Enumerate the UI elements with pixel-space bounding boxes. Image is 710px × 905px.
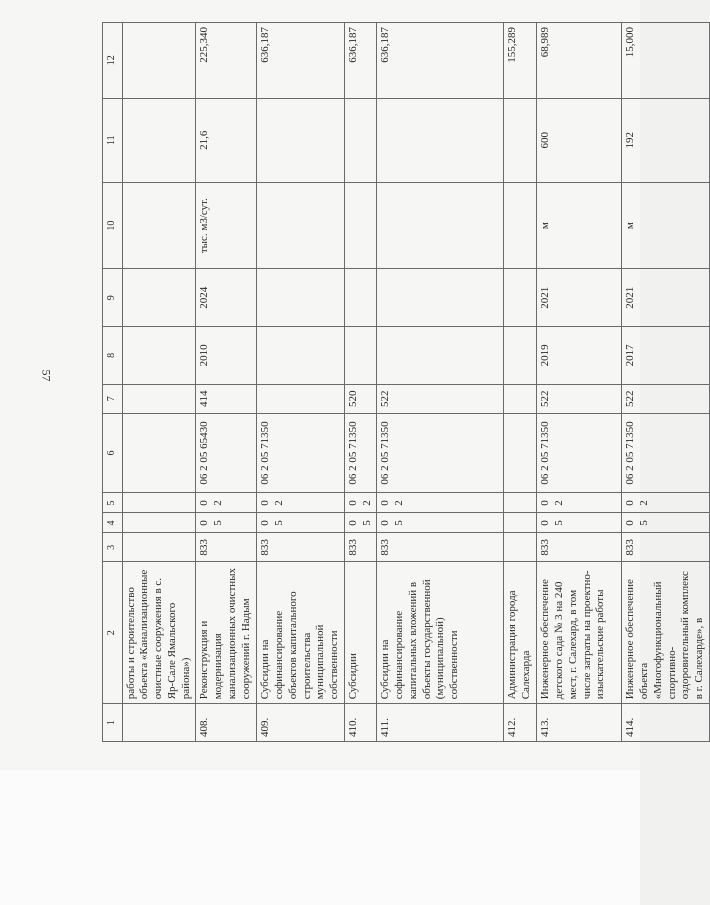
cell-col9 bbox=[344, 269, 377, 327]
cell-col11 bbox=[377, 98, 504, 182]
row-name: Инженерное обеспечение детского сада № 3 на 240 мест, г. Салехард, в том числе затраты на проектно-изыскательские работы bbox=[537, 562, 622, 704]
cell-col8: 2010 bbox=[196, 327, 257, 385]
cell-col11 bbox=[344, 98, 377, 182]
table-row bbox=[344, 23, 377, 742]
table-header-row bbox=[103, 23, 123, 742]
blank-area bbox=[0, 770, 640, 905]
cell-col9 bbox=[257, 269, 345, 327]
header-cell: 4 bbox=[103, 513, 123, 533]
cell-col5 bbox=[122, 493, 196, 513]
cell-col9: 2021 bbox=[622, 269, 710, 327]
cell-col9: 2021 bbox=[537, 269, 622, 327]
cell-col11: 21,6 bbox=[196, 98, 257, 182]
cell-col4: 05 bbox=[377, 513, 504, 533]
cell-col10 bbox=[504, 182, 537, 269]
header-cell: 7 bbox=[103, 384, 123, 413]
row-number bbox=[122, 704, 196, 742]
cell-col7: 522 bbox=[377, 384, 504, 413]
cell-col9 bbox=[504, 269, 537, 327]
cell-col5: 02 bbox=[377, 493, 504, 513]
cell-col11 bbox=[504, 98, 537, 182]
budget-table bbox=[102, 22, 710, 742]
cell-col8 bbox=[504, 327, 537, 385]
row-name: Инженерное обеспечение объекта «Многофункциональный спортивно-оздоровительный комплекс в г. Салехарде», в bbox=[622, 562, 710, 704]
header-cell: 10 bbox=[103, 182, 123, 269]
cell-col5: 02 bbox=[344, 493, 377, 513]
header-cell: 6 bbox=[103, 413, 123, 493]
cell-col11: 192 bbox=[622, 98, 710, 182]
cell-col3: 833 bbox=[537, 533, 622, 562]
cell-col6: 06 2 05 71350 bbox=[622, 413, 710, 493]
cell-col5 bbox=[504, 493, 537, 513]
table-row bbox=[196, 23, 257, 742]
cell-col5: 02 bbox=[196, 493, 257, 513]
cell-col7 bbox=[122, 384, 196, 413]
cell-col12: 636,187 bbox=[377, 23, 504, 99]
row-number: 414. bbox=[622, 704, 710, 742]
header-cell: 3 bbox=[103, 533, 123, 562]
cell-col6: 06 2 05 71350 bbox=[377, 413, 504, 493]
cell-col9 bbox=[377, 269, 504, 327]
row-number: 412. bbox=[504, 704, 537, 742]
table-row bbox=[622, 23, 710, 742]
cell-col10: тыс. м3/сут. bbox=[196, 182, 257, 269]
row-number: 410. bbox=[344, 704, 377, 742]
cell-col3 bbox=[122, 533, 196, 562]
cell-col4: 05 bbox=[196, 513, 257, 533]
table-row bbox=[537, 23, 622, 742]
header-cell: 1 bbox=[103, 704, 123, 742]
header-cell: 9 bbox=[103, 269, 123, 327]
cell-col3: 833 bbox=[377, 533, 504, 562]
cell-col3: 833 bbox=[622, 533, 710, 562]
cell-col12 bbox=[122, 23, 196, 99]
header-cell: 2 bbox=[103, 562, 123, 704]
cell-col11: 600 bbox=[537, 98, 622, 182]
cell-col8 bbox=[257, 327, 345, 385]
cell-col4 bbox=[504, 513, 537, 533]
cell-col8: 2019 bbox=[537, 327, 622, 385]
page-number: 57 bbox=[39, 369, 54, 382]
table-row bbox=[377, 23, 504, 742]
cell-col7 bbox=[257, 384, 345, 413]
cell-col7: 522 bbox=[622, 384, 710, 413]
cell-col8: 2017 bbox=[622, 327, 710, 385]
cell-col6: 06 2 05 65430 bbox=[196, 413, 257, 493]
cell-col6 bbox=[504, 413, 537, 493]
cell-col8 bbox=[377, 327, 504, 385]
cell-col3 bbox=[504, 533, 537, 562]
row-name: Администрация города Салехарда bbox=[504, 562, 537, 704]
cell-col9: 2024 bbox=[196, 269, 257, 327]
table-row bbox=[257, 23, 345, 742]
cell-col10 bbox=[257, 182, 345, 269]
row-number: 409. bbox=[257, 704, 345, 742]
cell-col12: 155,289 bbox=[504, 23, 537, 99]
cell-col10: м bbox=[537, 182, 622, 269]
cell-col3: 833 bbox=[257, 533, 345, 562]
cell-col3: 833 bbox=[344, 533, 377, 562]
cell-col8 bbox=[344, 327, 377, 385]
cell-col4: 05 bbox=[344, 513, 377, 533]
cell-col4: 05 bbox=[537, 513, 622, 533]
cell-col12: 68,989 bbox=[537, 23, 622, 99]
cell-col6: 06 2 05 71350 bbox=[537, 413, 622, 493]
cell-col6: 06 2 05 71350 bbox=[344, 413, 377, 493]
cell-col10 bbox=[377, 182, 504, 269]
cell-col10 bbox=[122, 182, 196, 269]
cell-col7: 522 bbox=[537, 384, 622, 413]
row-name: Субсидии на софинансирование капитальных вложений в объекты государственной (муниципальной) собственности bbox=[377, 562, 504, 704]
header-cell: 12 bbox=[103, 23, 123, 99]
row-name: Субсидии на софинансирование объектов капитального строительства муниципальной собственности bbox=[257, 562, 345, 704]
row-name: Субсидии bbox=[344, 562, 377, 704]
header-cell: 8 bbox=[103, 327, 123, 385]
cell-col5: 02 bbox=[257, 493, 345, 513]
row-name: Реконструкция и модернизация канализационных очистных сооружений г. Надым bbox=[196, 562, 257, 704]
cell-col11 bbox=[257, 98, 345, 182]
cell-col5: 02 bbox=[622, 493, 710, 513]
cell-col12: 636,187 bbox=[257, 23, 345, 99]
cell-col7: 520 bbox=[344, 384, 377, 413]
cell-col10 bbox=[344, 182, 377, 269]
row-number: 411. bbox=[377, 704, 504, 742]
cell-col6: 06 2 05 71350 bbox=[257, 413, 345, 493]
cell-col5: 02 bbox=[537, 493, 622, 513]
cell-col10: м bbox=[622, 182, 710, 269]
table-row bbox=[122, 23, 196, 742]
rotated-table-wrapper bbox=[102, 22, 705, 742]
row-number: 408. bbox=[196, 704, 257, 742]
cell-col12: 15,000 bbox=[622, 23, 710, 99]
row-number: 413. bbox=[537, 704, 622, 742]
cell-col3: 833 bbox=[196, 533, 257, 562]
row-name: работы и строительство объекта «Канализационные очистные сооружения в с. Яр-Сале Ямальского района») bbox=[122, 562, 196, 704]
cell-col4: 05 bbox=[257, 513, 345, 533]
cell-col4 bbox=[122, 513, 196, 533]
cell-col8 bbox=[122, 327, 196, 385]
cell-col12: 225,340 bbox=[196, 23, 257, 99]
header-cell: 5 bbox=[103, 493, 123, 513]
table-row bbox=[504, 23, 537, 742]
cell-col7: 414 bbox=[196, 384, 257, 413]
cell-col7 bbox=[504, 384, 537, 413]
cell-col4: 05 bbox=[622, 513, 710, 533]
cell-col12: 636,187 bbox=[344, 23, 377, 99]
cell-col9 bbox=[122, 269, 196, 327]
cell-col11 bbox=[122, 98, 196, 182]
header-cell: 11 bbox=[103, 98, 123, 182]
cell-col6 bbox=[122, 413, 196, 493]
